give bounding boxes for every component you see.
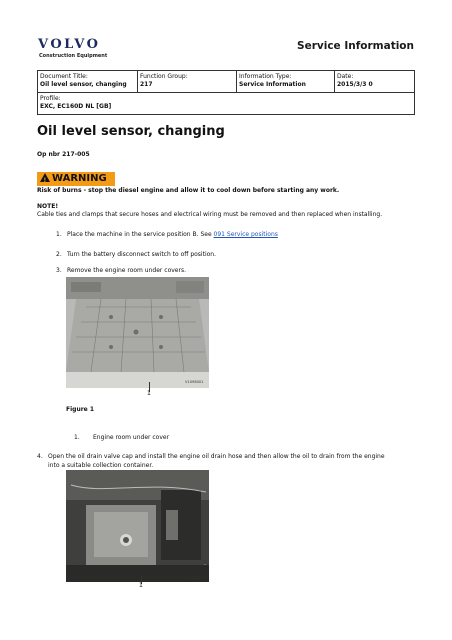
document-type-heading: Service Information [297, 40, 414, 52]
warning-badge [37, 172, 115, 186]
profile-label: Profile: [40, 94, 61, 102]
figure-2-callout: 1 [139, 582, 143, 589]
step-number: 2. [56, 251, 62, 258]
document-meta-table [37, 70, 415, 115]
warning-text: Risk of burns - stop the diesel engine and allow it to cool down before starting any work. [37, 187, 340, 194]
step-text: Remove the engine room under covers. [67, 267, 187, 274]
figure-item-text: Engine room under cover [93, 434, 170, 441]
figure-1-photo [66, 277, 209, 388]
note-text: Cable ties and clamps that secure hoses and electrical wiring must be removed and then replaced when installing. [37, 211, 383, 218]
step-number: 3. [56, 267, 62, 274]
step-text: Turn the battery disconnect switch to off position. [67, 251, 216, 258]
operation-number: Op nbr 217-005 [37, 151, 90, 158]
step-text: Place the machine in the service position B. See 091 Service positions [67, 231, 278, 238]
function-group-label: Function Group: [140, 73, 188, 80]
warning-triangle-icon [40, 173, 50, 182]
document-title-label: Document Title: [40, 73, 88, 80]
step-number: 4. [37, 453, 43, 460]
figure-1-code: V1098001 [185, 380, 204, 384]
service-positions-link[interactable]: 091 Service positions [213, 231, 278, 238]
document-title-value: Oil level sensor, changing [40, 81, 127, 89]
figure-2-photo [66, 470, 209, 582]
date-label: Date: [337, 73, 354, 80]
page-title: Oil level sensor, changing [37, 124, 225, 139]
step-text-line-1: Open the oil drain valve cap and install the engine oil drain hose and then allow the oil to drain from the engine [48, 453, 385, 460]
warning-badge-label: WARNING [52, 173, 107, 184]
profile-cell [38, 92, 415, 114]
step-text-line-2: into a suitable collection container. [48, 462, 154, 469]
figure-1-label: Figure 1 [66, 406, 95, 413]
volvo-logo: VOLVO [38, 37, 101, 52]
function-group-cell [138, 71, 237, 93]
profile-value: EXC, EC160D NL [GB] [40, 103, 112, 111]
brand-subtitle: Construction Equipment [39, 53, 108, 59]
step-number: 1. [56, 231, 62, 238]
information-type-label: Information Type: [239, 73, 292, 80]
engine-room-under-cover-image [66, 277, 209, 388]
note-label: NOTE! [37, 203, 59, 210]
function-group-value: 217 [140, 81, 153, 89]
figure-item-number: 1. [74, 434, 80, 441]
figure-1-callout: 1 [147, 390, 151, 397]
information-type-cell [237, 71, 335, 93]
date-value: 2015/3/3 0 [337, 81, 373, 89]
document-title-cell [38, 71, 138, 93]
figure-1-item [74, 434, 170, 441]
oil-drain-valve-image [66, 470, 209, 582]
information-type-value: Service Information [239, 81, 306, 89]
date-cell [335, 71, 415, 93]
figure-2-code: V1102527 [185, 576, 204, 580]
